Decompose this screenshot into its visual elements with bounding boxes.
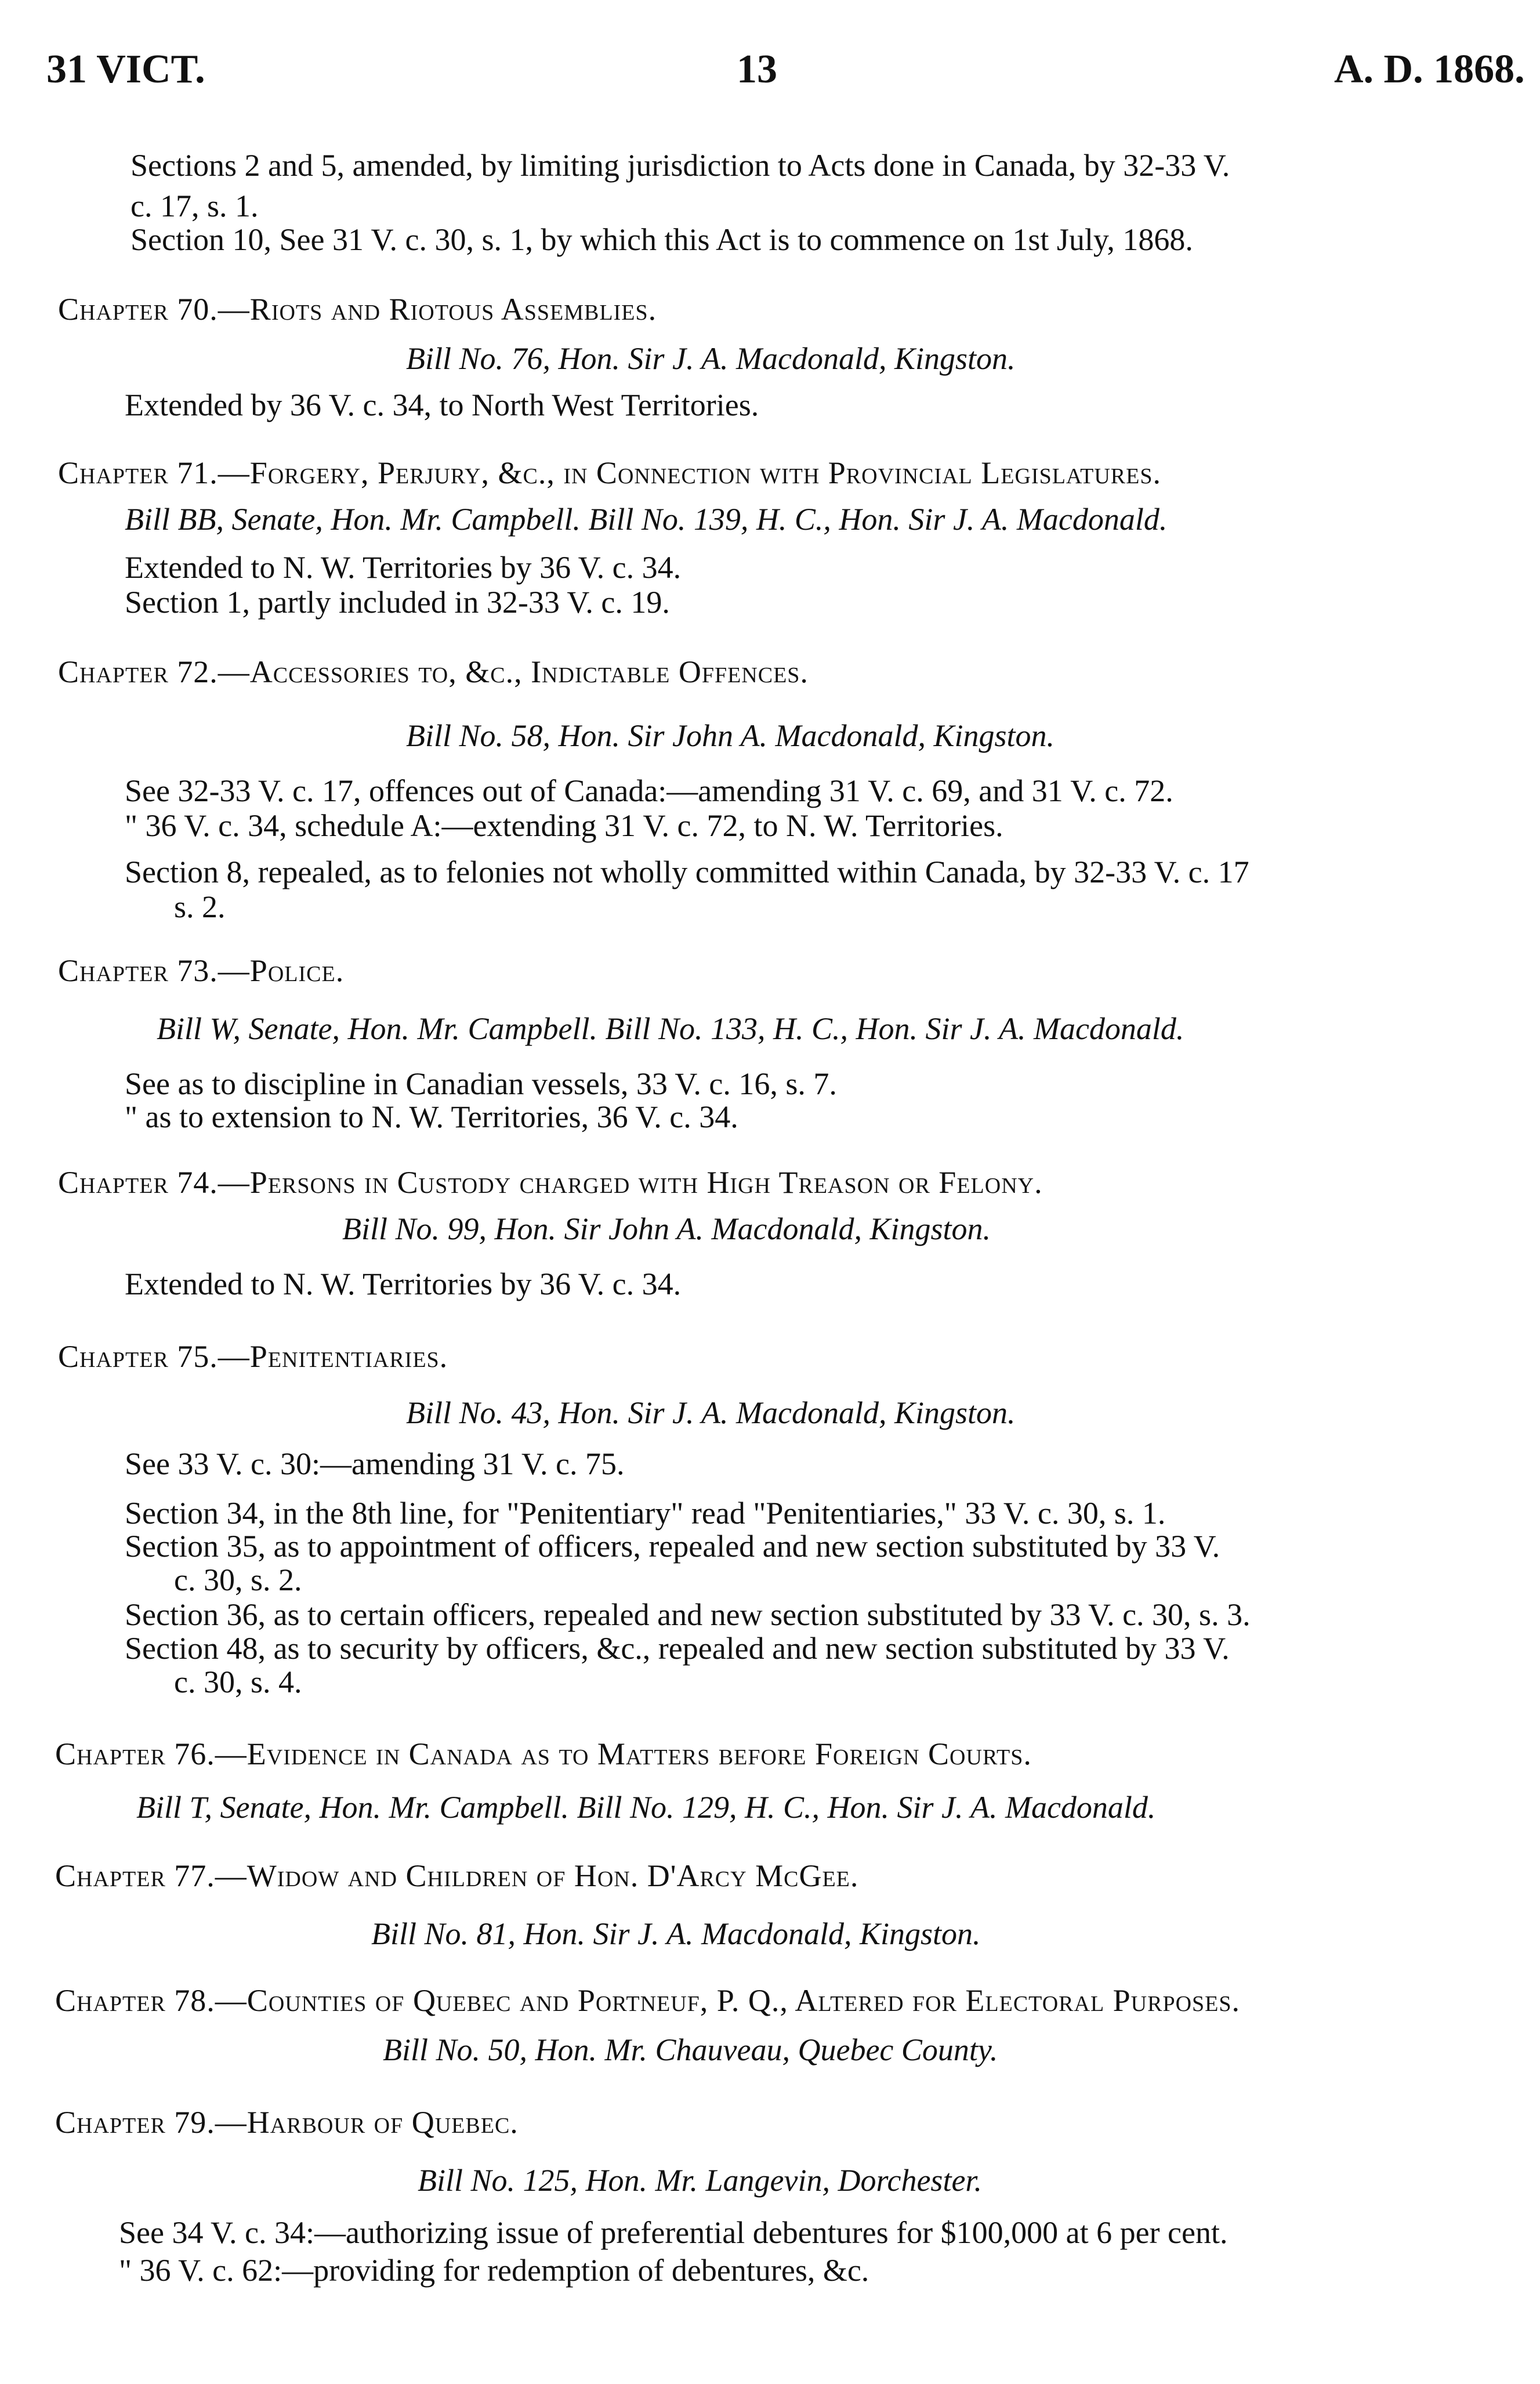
text-line: Section 36, as to certain officers, repealed and new section substituted by 33 V. c. 30, s. 3. (125, 1597, 1251, 1632)
chapter-heading: Chapter 71.—Forgery, Perjury, &c., in Connection with Provincial Legislatures. (58, 455, 1161, 490)
chapter-heading: Chapter 78.—Counties of Quebec and Portneuf, P. Q., Altered for Electoral Purposes. (55, 1983, 1241, 2018)
bill-reference: Bill No. 125, Hon. Mr. Langevin, Dorchester. (418, 2163, 982, 2198)
bill-reference: Bill BB, Senate, Hon. Mr. Campbell. Bill No. 139, H. C., Hon. Sir J. A. Macdonald. (125, 502, 1168, 537)
chapter-heading: Chapter 74.—Persons in Custody charged with High Treason or Felony. (58, 1165, 1043, 1200)
bill-reference: Bill No. 50, Hon. Mr. Chauveau, Quebec County. (383, 2032, 998, 2067)
text-line: s. 2. (174, 889, 226, 924)
bill-reference: Bill T, Senate, Hon. Mr. Campbell. Bill No. 129, H. C., Hon. Sir J. A. Macdonald. (136, 1790, 1156, 1825)
chapter-heading: Chapter 73.—Police. (58, 953, 345, 988)
text-line: " 36 V. c. 62:—providing for redemption of debentures, &c. (119, 2253, 869, 2288)
text-line: Sections 2 and 5, amended, by limiting jurisdiction to Acts done in Canada, by 32-33 V. (131, 148, 1230, 183)
chapter-heading: Chapter 75.—Penitentiaries. (58, 1339, 448, 1374)
text-line: c. 30, s. 4. (174, 1665, 302, 1699)
text-line: Section 35, as to appointment of officers, repealed and new section substituted by 33 V. (125, 1529, 1220, 1564)
text-line: Extended to N. W. Territories by 36 V. c. 34. (125, 550, 682, 585)
text-line: Section 8, repealed, as to felonies not wholly committed within Canada, by 32-33 V. c. 17 (125, 855, 1249, 889)
chapter-heading: Chapter 79.—Harbour of Quebec. (55, 2105, 519, 2140)
bill-reference: Bill No. 43, Hon. Sir J. A. Macdonald, Kingston. (406, 1395, 1016, 1430)
header-year: A. D. 1868. (1334, 47, 1525, 92)
text-line: See 32-33 V. c. 17, offences out of Canada:—amending 31 V. c. 69, and 31 V. c. 72. (125, 773, 1173, 808)
bill-reference: Bill W, Senate, Hon. Mr. Campbell. Bill No. 133, H. C., Hon. Sir J. A. Macdonald. (157, 1011, 1184, 1046)
text-line: c. 30, s. 2. (174, 1562, 302, 1597)
header-volume: 31 VICT. (46, 47, 205, 92)
bill-reference: Bill No. 76, Hon. Sir J. A. Macdonald, Kingston. (406, 341, 1016, 376)
text-line: Section 34, in the 8th line, for "Penitentiary" read "Penitentiaries," 33 V. c. 30, s. 1. (125, 1496, 1166, 1531)
text-line: Extended to N. W. Territories by 36 V. c. 34. (125, 1267, 682, 1301)
text-line: " 36 V. c. 34, schedule A:—extending 31 V. c. 72, to N. W. Territories. (125, 808, 1003, 843)
text-line: " as to extension to N. W. Territories, 36 V. c. 34. (125, 1099, 738, 1134)
chapter-heading: Chapter 77.—Widow and Children of Hon. D'Arcy McGee. (55, 1858, 859, 1893)
text-line: See 34 V. c. 34:—authorizing issue of preferential debentures for $100,000 at 6 per cent. (119, 2215, 1228, 2250)
text-line: Section 10, See 31 V. c. 30, s. 1, by which this Act is to commence on 1st July, 1868. (131, 222, 1193, 257)
bill-reference: Bill No. 58, Hon. Sir John A. Macdonald, Kingston. (406, 718, 1055, 753)
chapter-heading: Chapter 72.—Accessories to, &c., Indictable Offences. (58, 654, 809, 689)
text-line: See as to discipline in Canadian vessels, 33 V. c. 16, s. 7. (125, 1066, 837, 1101)
header-page-number: 13 (737, 47, 777, 92)
bill-reference: Bill No. 99, Hon. Sir John A. Macdonald, Kingston. (342, 1211, 991, 1246)
text-line: Extended by 36 V. c. 34, to North West Territories. (125, 388, 759, 422)
bill-reference: Bill No. 81, Hon. Sir J. A. Macdonald, Kingston. (371, 1916, 981, 1951)
chapter-heading: Chapter 76.—Evidence in Canada as to Matters before Foreign Courts. (55, 1737, 1032, 1771)
chapter-heading: Chapter 70.—Riots and Riotous Assemblies. (58, 292, 657, 327)
text-line: See 33 V. c. 30:—amending 31 V. c. 75. (125, 1446, 625, 1481)
text-line: Section 48, as to security by officers, &c., repealed and new section substituted by 33 V. (125, 1631, 1230, 1666)
text-line: c. 17, s. 1. (131, 189, 259, 223)
text-line: Section 1, partly included in 32-33 V. c. 19. (125, 585, 670, 620)
